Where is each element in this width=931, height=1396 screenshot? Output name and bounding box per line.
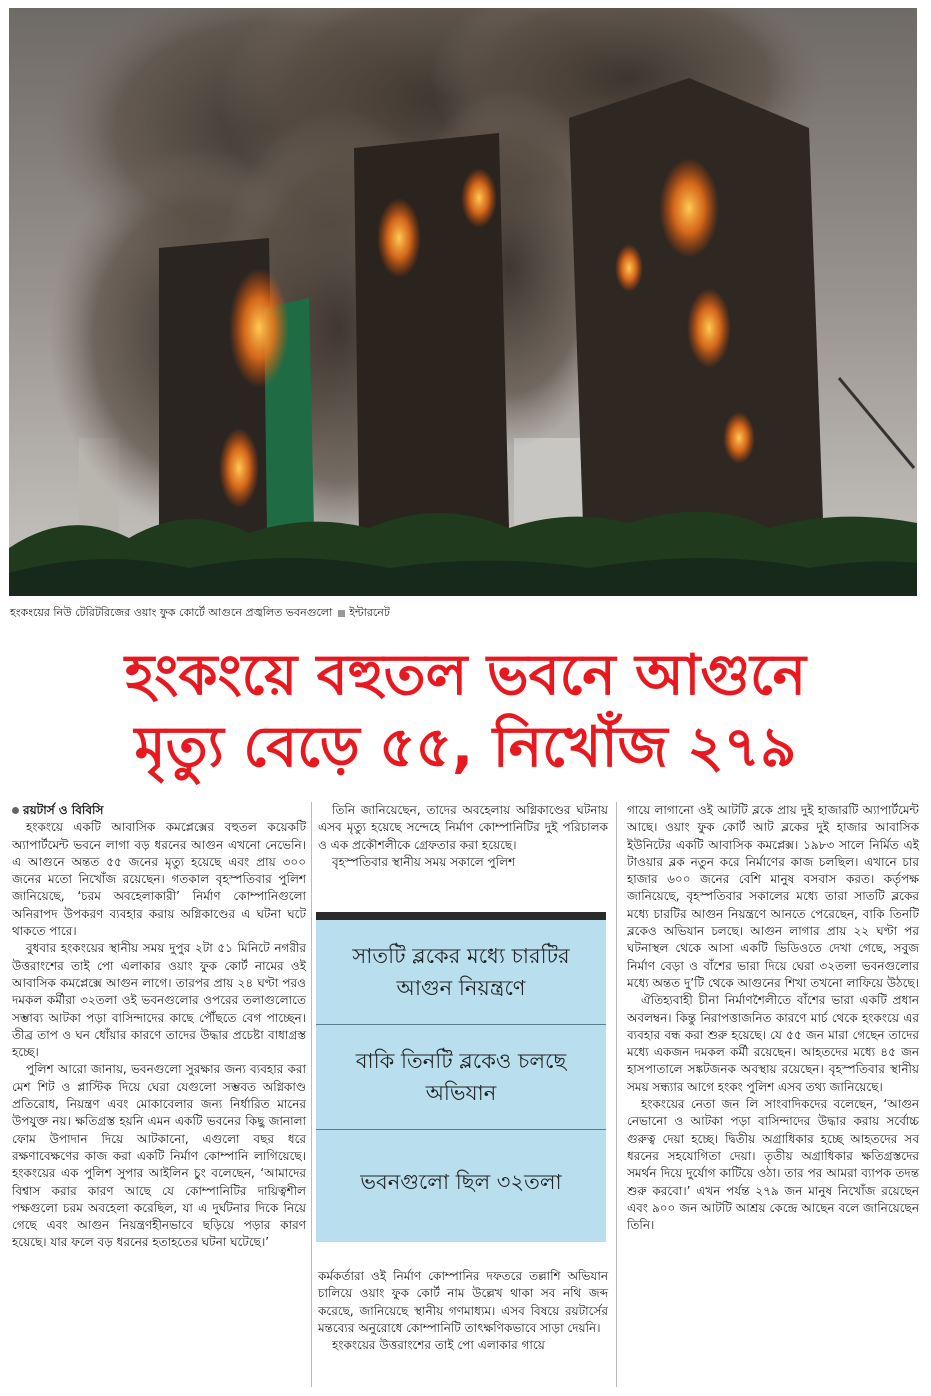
photo-caption <box>10 606 910 620</box>
pullquote-item: বাকি তিনটি ব্লকেও চলছে অভিযান <box>316 1025 606 1130</box>
news-photo <box>9 8 917 596</box>
headline <box>20 640 911 784</box>
bullet-icon <box>12 807 19 814</box>
paragraph: পুলিশ আরো জানায়, ভবনগুলো সুরক্ষার জন্য ব্যবহার করা মেশ শিট ও প্লাস্টিক দিয়ে ঘেরা যেগুলো সম্ভবত অগ্নিকাণ্ড প্রতিরোধ, নিয়ন্ত্রণ এবং মোকাবেলার জন্য নির্ধারিত মানের উপযুক্ত নয়। ক্ষতিগ্রস্ত হয়নি এমন একটি ভবনের কিছু জানালা ফোম উপাদান দিয়ে আটকানো, এগুলো বছর ধরে রক্ষণাবেক্ষণের কাজ করা একটি নির্মাণ কোম্পানি লাগিয়েছে। হংকংয়ের এক পুলিশ সুপার আইলিন চুং বলেছেন, ‘আমাদের বিশ্বাস করার কারণ আছে যে কোম্পানিটির দায়িত্বশীল পক্ষগুলো চরম অবহেলা করেছিল, যা এ দুর্ঘটনার দিকে নিয়ে গেছে এবং আগুন নিয়ন্ত্রণহীনভাবে ছড়িয়ে পড়ার কারণ হয়েছে। যার ফলে বড় ধরনের হতাহতের ঘটনা ঘটেছে।’ <box>12 1062 306 1250</box>
paragraph: ঐতিহ্যবাহী চীনা নির্মাণশৈলীতে বাঁশের ভারা একটি প্রধান অবলম্বন। কিন্তু নিরাপত্তাজনিত কারণে মার্চ থেকে হংকংয়ে এর ব্যবহার বন্ধ করা শুরু হয়েছে। যে ৫৫ জন মারা গেছেন তাদের মধ্যে একজন দমকল কর্মী রয়েছেন। আহতদের মধ্যে ৪৫ জন হাসপাতালে সঙ্কটজনক অবস্থায় রয়েছেন। বৃহস্পতিবার স্থানীয় সময় সন্ধ্যার আগে হংকং পুলিশ এসব তথ্য জানিয়েছে। <box>627 993 919 1094</box>
paragraph: কর্মকর্তারা ওই নির্মাণ কোম্পানির দফতরে তল্লাশি অভিযান চালিয়ে ওয়াং ফুক কোর্ট নাম উল্লেখ থাকা সব নথি জব্দ করেছে, জানিয়েছে স্থানীয় গণমাধ্যম। এসব বিষয়ে রয়টার্সের মন্তব্যের অনুরোধে কোম্পানিটি তাৎক্ষণিকভাবে সাড়া দেয়নি। <box>318 1269 608 1335</box>
headline-line-2: মৃত্যু বেড়ে ৫৫, নিখোঁজ ২৭৯ <box>134 715 797 780</box>
byline: রয়টার্স ও বিবিসি <box>12 802 306 819</box>
article-column-3 <box>627 802 919 1234</box>
paragraph: তিনি জানিয়েছেন, তাদের অবহেলায় অগ্নিকাণ্ডের ঘটনায় এসব মৃত্যু হয়েছে সন্দেহে নির্মাণ কোম্পানিটির দুই পরিচালক ও এক প্রকৌশলীকে গ্রেফতার করা হয়েছে। <box>318 803 608 852</box>
pullquote-item: সাতটি ব্লকের মধ্যে চারটির আগুন নিয়ন্ত্রণে <box>316 920 606 1025</box>
paragraph: বৃহস্পতিবার স্থানীয় সময় সকালে পুলিশ <box>332 854 516 869</box>
column-divider <box>616 802 617 1387</box>
paragraph: বুধবার হংকংয়ের স্থানীয় সময় দুপুর ২টা ৫১ মিনিটে নগরীর উত্তরাংশের তাই পো এলাকার ওয়াং ফুক কোর্ট নামের ওই আবাসিক কমপ্লেক্সে আগুন লাগে। তারপর প্রায় ২৪ ঘণ্টা পরও দমকল কর্মীরা ৩২তলা ওই ভবনগুলোর ওপরের তলাগুলোতে সম্ভাব্য আটকা পড়া বাসিন্দাদের কাছে পৌঁছতে বেগ পাচ্ছেন। তীব্র তাপ ও ঘন ধোঁয়ার কারণে তাদের উদ্ধার প্রচেষ্টা বাধাগ্রস্ত হচ্ছে। <box>12 941 306 1060</box>
article-column-2-bottom <box>318 1268 608 1354</box>
pullquote-box <box>316 912 606 1242</box>
pullquote-item: ভবনগুলো ছিল ৩২তলা <box>360 1170 562 1194</box>
column-divider <box>311 802 312 1387</box>
headline-line-1: হংকংয়ে বহুতল ভবনে আগুনে <box>124 643 807 708</box>
paragraph: হংকংয়ের নেতা জন লি সাংবাদিকদের বলেছেন, ‘আগুন নেভানো ও আটকা পড়া বাসিন্দাদের উদ্ধার করায় সর্বোচ্চ গুরুত্ব দেয়া হচ্ছে। দ্বিতীয় অগ্রাধিকার হচ্ছে আহতদের সব ধরনের সহযোগিতা দেয়া। তৃতীয় অগ্রাধিকার ক্ষতিগ্রস্তদের সমর্থন দিয়ে দুর্যোগ কাটিয়ে ওঠা। তার পর আমরা ব্যাপক তদন্ত শুরু করবো।’ এখন পর্যন্ত ২৭৯ জন মানুষ নিখোঁজ রয়েছেন এবং ৯০০ জন আটটি আশ্রয় কেন্দ্রে আছেন বলে জানিয়েছেন তিনি। <box>627 1097 919 1233</box>
paragraph: গায়ে লাগানো ওই আটটি ব্লকে প্রায় দুই হাজারটি অ্যাপার্টমেন্ট আছে। ওয়াং ফুক কোর্ট আট ব্লকের দুই হাজার আবাসিক ইউনিটের একটি আবাসিক কমপ্লেক্স। ১৯৮৩ সালে নির্মিত এই টাওয়ার ব্লক নতুন করে নির্মাণের কাজ চলছিল। এখানে চার হাজার ৬০০ জনের বেশি মানুষ বসবাস করত। কর্তৃপক্ষ জানিয়েছে, বৃহস্পতিবার সকালের মধ্যে তারা সাতটি ব্লকের মধ্যে চারটির আগুন নিয়ন্ত্রণে আনতে পেরেছেন, বাকি তিনটি ব্লকেও অভিযান চলছে। আগুন লাগার প্রায় ২২ ঘণ্টা পর ঘটনাস্থল থেকে আসা একটি ভিডিওতে দেখা গেছে, সবুজ নির্মাণ বেড়া ও বাঁশের ভারা দিয়ে ঘেরা ৩২তলা ভবনগুলোর মধ্যে অন্তত দু’টি থেকে আগুনের শিখা তখনো লাফিয়ে উঠছে। <box>627 803 919 990</box>
photo-credit: ইন্টারনেট <box>349 606 390 619</box>
paragraph: হংকংয়ে একটি আবাসিক কমপ্লেক্সের বহুতল কয়েকটি অ্যাপার্টমেন্ট ভবনে লাগা বড় ধরনের আগুন এখনো নেভেনি। এ আগুনে অন্তত ৫৫ জনের মৃত্যু হয়েছে এবং প্রায় ৩০০ জনের মতো নিখোঁজ রয়েছেন। গতকাল বৃহস্পতিবার পুলিশ জানিয়েছে, ‘চরম অবহেলাকারী’ নির্মাণ কোম্পানিগুলো অনিরাপদ উপকরণ ব্যবহার করায় অগ্নিকাণ্ডের এ ঘটনা ঘটে থাকতে পারে। <box>12 820 306 939</box>
article-column-2-top <box>318 802 608 871</box>
paragraph: হংকংয়ের উত্তরাংশের তাই পো এলাকার গায়ে <box>332 1338 545 1353</box>
caption-text: হংকংয়ের নিউ টেরিটরিজের ওয়াং ফুক কোর্টে আগুনে প্রজ্বলিত ভবনগুলো <box>10 606 333 619</box>
article-column-1 <box>12 802 306 1252</box>
square-bullet-icon <box>338 610 345 617</box>
